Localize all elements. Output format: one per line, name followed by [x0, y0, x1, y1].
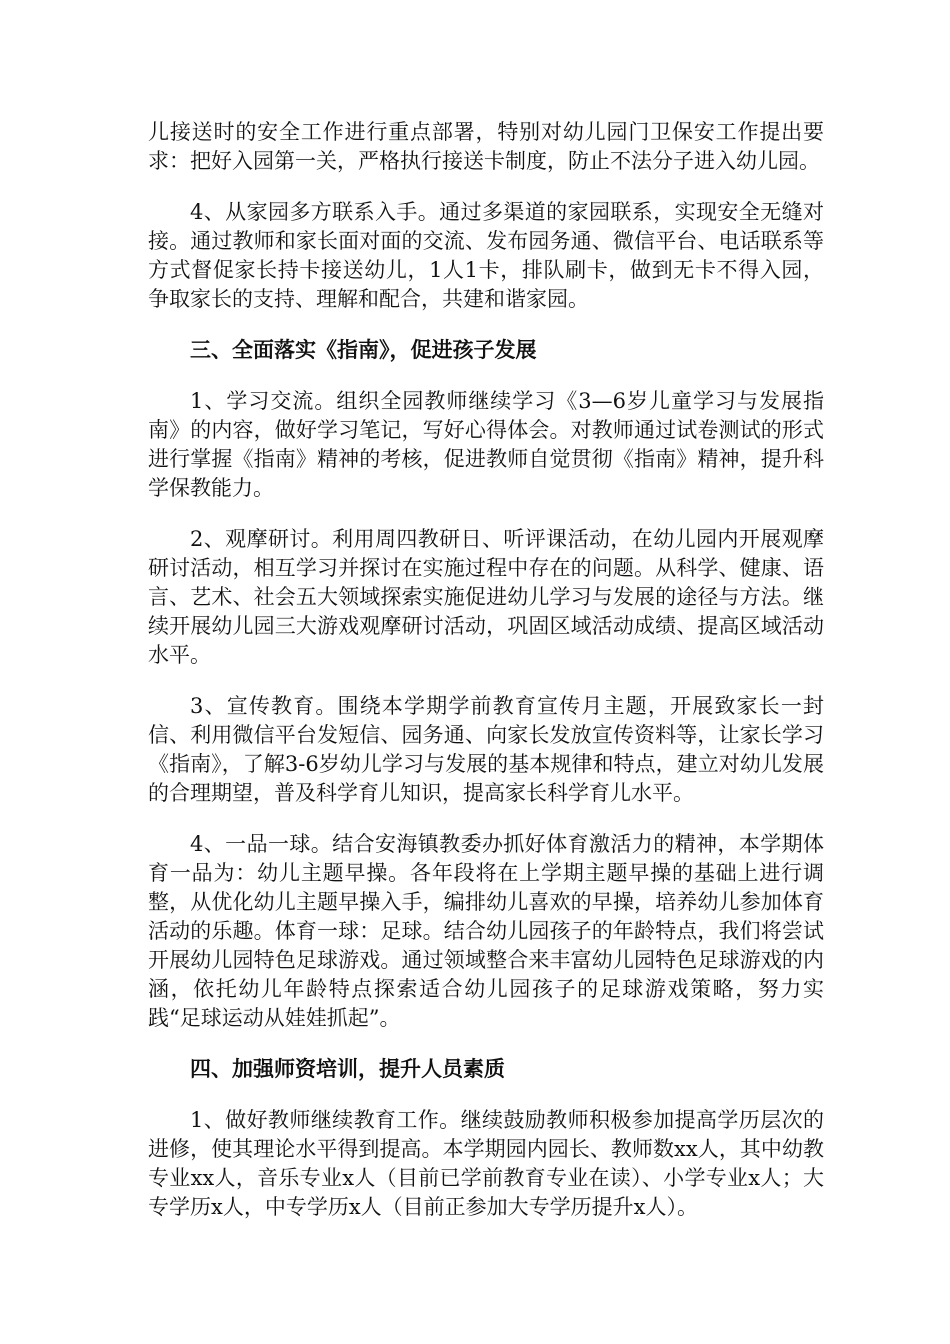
paragraph-study-exchange: 1、学习交流。组织全园教师继续学习《3—6岁儿童学习与发展指南》的内容，做好学习笔记，写好心得体会。对教师通过试卷测试的形式进行掌握《指南》精神的考核，促进教师自觉贯彻《指南》精神，提升科学保教能力。 — [148, 389, 824, 500]
section-heading-teacher-training: 四、加强师资培训，提升人员素质 — [190, 1057, 505, 1081]
paragraph-continuing-education: 1、做好教师继续教育工作。继续鼓励教师积极参加提高学历层次的进修，使其理论水平得到提高。本学期园内园长、教师数xx人，其中幼教专业xx人，音乐专业x人（目前已学前教育专业在读）、小学专业x人；大专学历x人，中专学历x人（目前正参加大专学历提升x人）。 — [148, 1108, 824, 1219]
paragraph-one-product-one-ball: 4、一品一球。结合安海镇教委办抓好体育激活力的精神，本学期体育一品为：幼儿主题早操。各年段将在上学期主题早操的基础上进行调整，从优化幼儿主题早操入手，编排幼儿喜欢的早操，培养幼儿参加体育活动的乐趣。体育一球：足球。结合幼儿园孩子的年龄特点，我们将尝试开展幼儿园特色足球游戏。通过领域整合来丰富幼儿园特色足球游戏的内涵，依托幼儿年龄特点探索适合幼儿园孩子的足球游戏策略，努力实践“足球运动从娃娃抓起”。 — [148, 832, 824, 1030]
section-heading-guide: 三、全面落实《指南》，促进孩子发展 — [190, 338, 537, 362]
paragraph-continued-safety: 儿接送时的安全工作进行重点部署，特别对幼儿园门卫保安工作提出要求：把好入园第一关，严格执行接送卡制度，防止不法分子进入幼儿园。 — [148, 120, 824, 173]
paragraph-home-school-contact: 4、从家园多方联系入手。通过多渠道的家园联系，实现安全无缝对接。通过教师和家长面对面的交流、发布园务通、微信平台、电话联系等方式督促家长持卡接送幼儿，1人1卡，排队刷卡，做到无卡不得入园，争取家长的支持、理解和配合，共建和谐家园。 — [148, 200, 824, 311]
paragraph-publicity-education: 3、宣传教育。围绕本学期学前教育宣传月主题，开展致家长一封信、利用微信平台发短信、园务通、向家长发放宣传资料等，让家长学习《指南》，了解3-6岁幼儿学习与发展的基本规律和特点，建立对幼儿发展的合理期望，普及科学育儿知识，提高家长科学育儿水平。 — [148, 694, 824, 805]
document-body — [148, 118, 824, 1244]
paragraph-observation-seminar: 2、观摩研讨。利用周四教研日、听评课活动，在幼儿园内开展观摩研讨活动，相互学习并探讨在实施过程中存在的问题。从科学、健康、语言、艺术、社会五大领域探索实施促进幼儿学习与发展的途径与方法。继续开展幼儿园三大游戏观摩研讨活动，巩固区域活动成绩、提高区域活动水平。 — [148, 527, 824, 667]
